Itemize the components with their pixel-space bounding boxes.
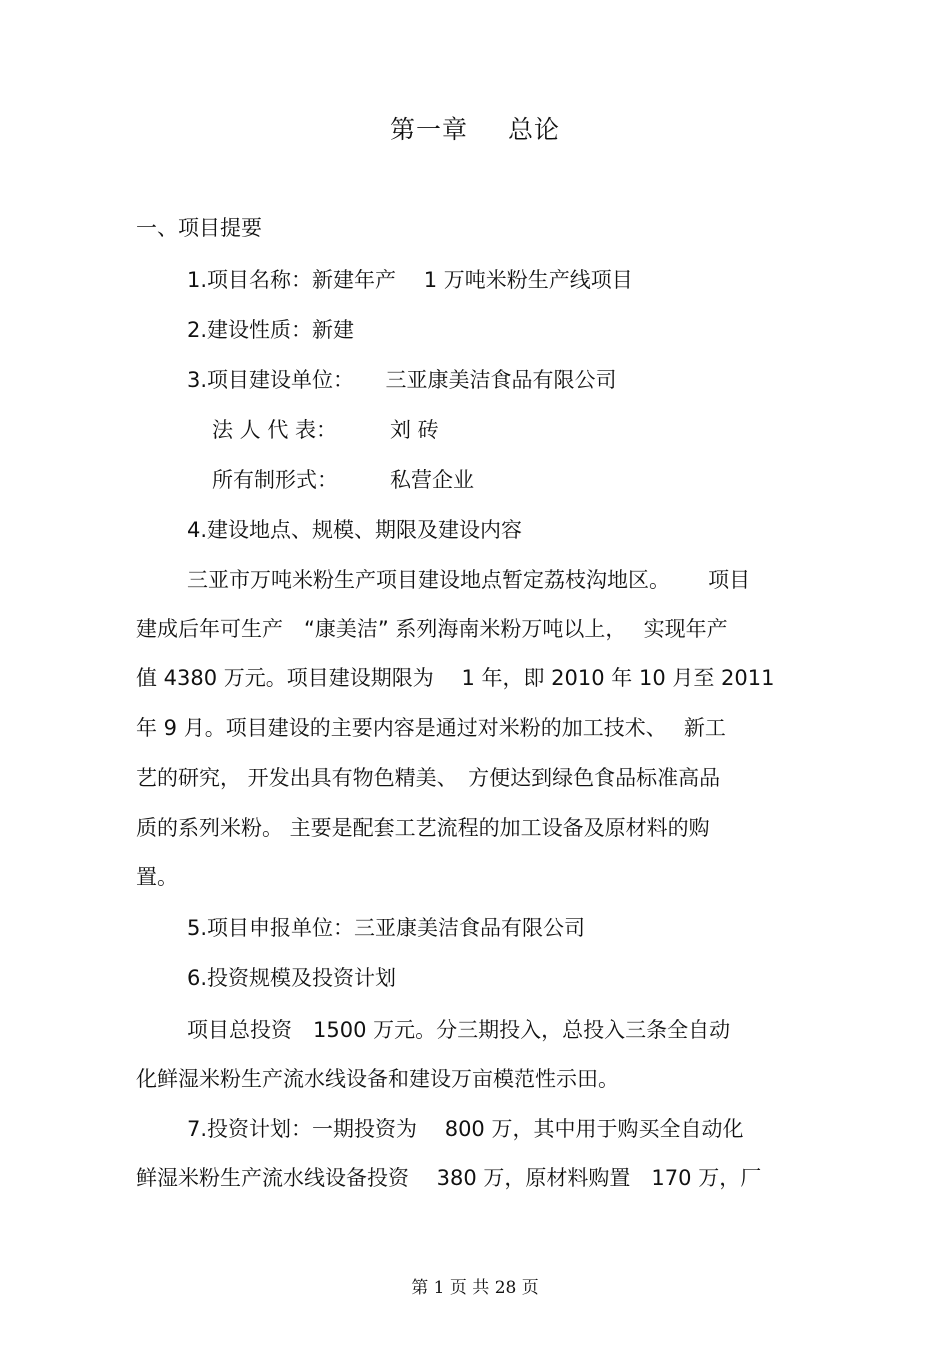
chapter-number: 第一章	[389, 115, 468, 144]
paragraph-line: 艺的研究， 开发出具有物色精美、 方便达到绿色食品标准高品	[136, 766, 721, 790]
chapter-title	[0, 110, 950, 146]
ownership-label: 所有制形式：	[212, 468, 338, 492]
item-investment-plan: 7.投资计划：一期投资为 800 万，其中用于购买全自动化	[187, 1117, 744, 1141]
legal-representative-value: 刘 砖	[390, 418, 439, 442]
paragraph-line: 建成后年可生产 “康美洁” 系列海南米粉万吨以上， 实现年产	[136, 617, 728, 641]
paragraph-line: 年 9 月。项目建设的主要内容是通过对米粉的加工技术、 新工	[136, 716, 726, 740]
ownership-row	[212, 466, 474, 494]
page-footer: 第 1 页 共 28 页	[411, 1278, 539, 1298]
item-location-heading: 4.建设地点、规模、期限及建设内容	[187, 518, 523, 542]
section-heading: 一、项目提要	[136, 216, 262, 240]
paragraph-line: 质的系列米粉。 主要是配套工艺流程的加工设备及原材料的购	[136, 816, 710, 840]
paragraph-line: 化鲜湿米粉生产流水线设备和建设万亩模范性示田。	[136, 1067, 619, 1091]
paragraph-line: 三亚市万吨米粉生产项目建设地点暂定荔枝沟地区。 项目	[187, 568, 751, 592]
legal-representative-label: 法 人 代 表：	[212, 418, 338, 442]
item-construction-unit: 3.项目建设单位： 三亚康美洁食品有限公司	[187, 368, 617, 392]
item-construction-nature: 2.建设性质：新建	[187, 318, 355, 342]
item-applicant: 5.项目申报单位：三亚康美洁食品有限公司	[187, 916, 586, 940]
item-project-name: 1.项目名称：新建年产 1 万吨米粉生产线项目	[187, 268, 633, 292]
paragraph-line: 值 4380 万元。项目建设期限为 1 年，即 2010 年 10 月至 2011	[136, 666, 775, 690]
ownership-value: 私营企业	[390, 468, 474, 492]
chapter-name: 总论	[508, 115, 561, 144]
paragraph-line: 鲜湿米粉生产流水线设备投资 380 万，原材料购置 170 万，厂	[136, 1166, 762, 1190]
paragraph-line: 置。	[136, 865, 178, 889]
legal-representative-row	[212, 416, 439, 444]
paragraph-line: 项目总投资 1500 万元。分三期投入，总投入三条全自动	[187, 1018, 731, 1042]
item-investment-heading: 6.投资规模及投资计划	[187, 966, 397, 990]
